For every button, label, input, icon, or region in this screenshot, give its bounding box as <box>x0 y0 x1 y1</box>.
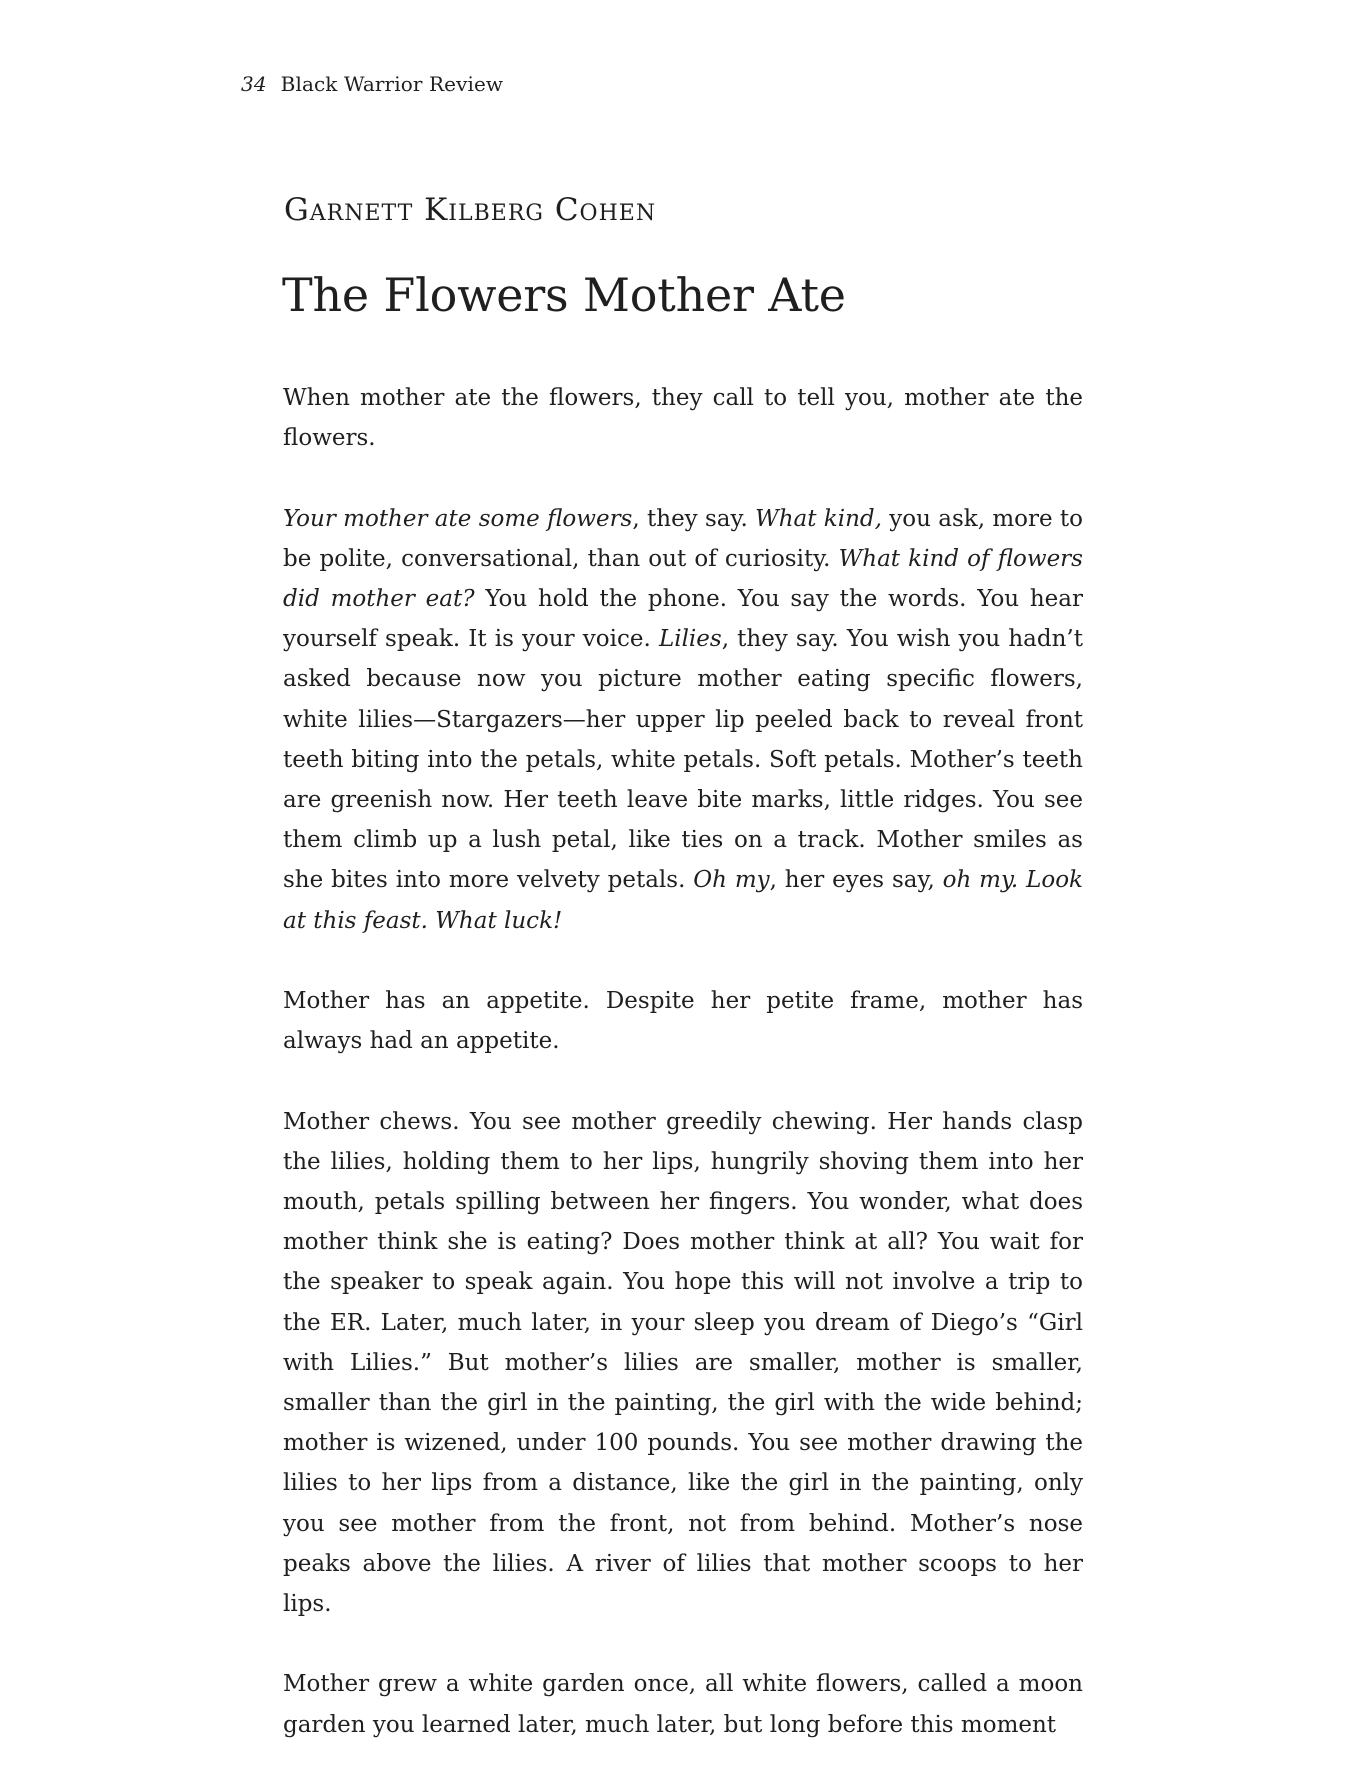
paragraph-text: Mother grew a white garden once, all white flowers, called a moon garden you learned later, much later, but long before this moment <box>283 1671 1083 1738</box>
italic-phrase: Oh my <box>693 867 770 894</box>
story-body <box>283 378 1083 1745</box>
journal-title: Black Warrior Review <box>280 72 504 96</box>
italic-phrase: What kind, <box>755 505 882 532</box>
paragraph-text: , they say. <box>632 505 756 532</box>
paragraph-text: Mother has an appetite. Despite her petite frame, mother has always had an appetite. <box>283 988 1083 1055</box>
paragraph-1 <box>283 378 1083 458</box>
paragraph-4 <box>283 1102 1083 1625</box>
paragraph-5 <box>283 1664 1083 1744</box>
italic-phrase: Your mother ate some flowers <box>283 505 633 532</box>
story-title: The Flowers Mother Ate <box>282 268 846 322</box>
paragraph-text: Mother chews. You see mother greedily chewing. Her hands clasp the lilies, holding them to her lips, hungrily shoving them into her mouth, petals spilling between her fingers. You wonder, what does mother think she is eating? Does mother think at all? You wait for the speaker to speak again. You hope this will not involve a trip to the ER. Later, much later, in your sleep you dream of Diego’s “Girl with Lilies.” But mother’s lilies are smaller, mother is smaller, smaller than the girl in the painting, the girl with the wide behind; mother is wizened, under 100 pounds. You see mother drawing the lilies to her lips from a distance, like the girl in the painting, only you see mother from the front, not from behind. Mother’s nose peaks above the lilies. A river of lilies that mother scoops to her lips. <box>283 1108 1083 1618</box>
paragraph-text: you ask, more to be polite, conversational, than out of curiosity. <box>283 505 1084 572</box>
paragraph-2 <box>283 499 1083 941</box>
paragraph-3 <box>283 981 1083 1061</box>
paragraph-text: When mother ate the flowers, they call to tell you, mother ate the flowers. <box>283 385 1083 452</box>
italic-phrase: Lilies <box>658 626 722 653</box>
italic-phrase: oh my. Look at this feast. What luck! <box>283 867 1083 934</box>
paragraph-text: , they say. You wish you hadn’t asked because now you picture mother eating specific flowers, white lilies—Stargazers—her upper lip peeled back to reveal front teeth biting into the petals, white petals. Soft petals. Mother’s teeth are greenish now. Her teeth leave bite marks, little ridges. You see them climb up a lush petal, like ties on a track. Mother smiles as she bites into more velvety petals. <box>283 626 1083 894</box>
running-head <box>241 72 503 96</box>
author-name: Garnett Kilberg Cohen <box>284 192 657 228</box>
italic-phrase: What kind of flowers did mother eat? <box>283 545 1083 612</box>
paragraph-text: , her eyes say, <box>769 867 943 894</box>
paragraph-text: You hold the phone. You say the words. You hear yourself speak. It is your voice. <box>283 586 1084 653</box>
page-number: 34 <box>241 72 267 96</box>
